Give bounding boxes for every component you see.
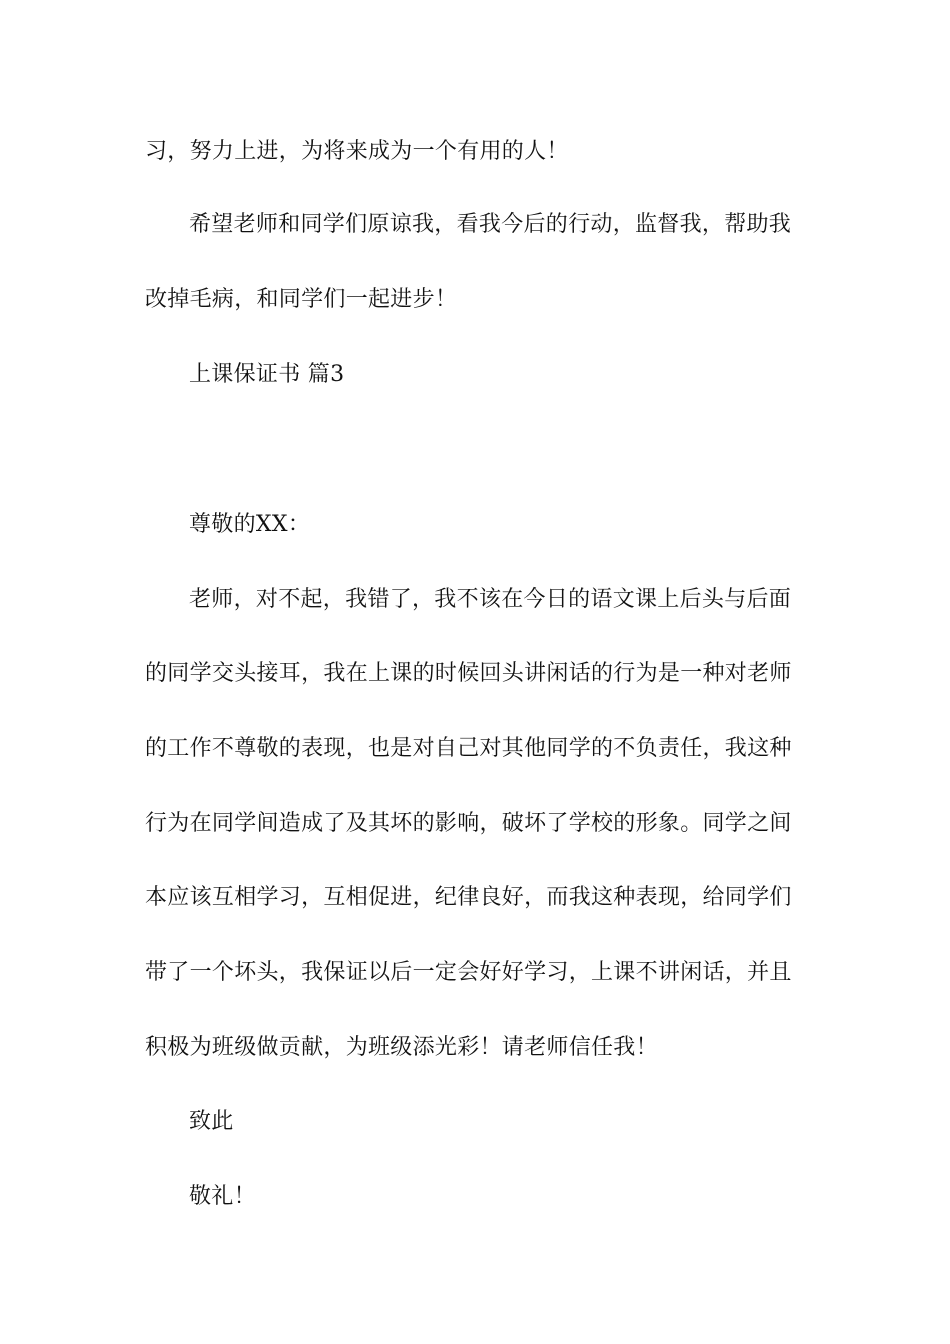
paragraph-line-continuation: 习，努力上进，为将来成为一个有用的人！ [145, 139, 569, 164]
body-line-7: 积极为班级做贡献，为班级添光彩！请老师信任我！ [145, 1035, 658, 1060]
body-line-1: 老师，对不起，我错了，我不该在今日的语文课上后头与后面 [189, 587, 792, 612]
body-line-6: 带了一个坏头，我保证以后一定会好好学习，上课不讲闲话，并且 [145, 960, 792, 985]
body-line-5: 本应该互相学习，互相促进，纪律良好，而我这种表现，给同学们 [145, 885, 792, 910]
closing-line-1: 致此 [189, 1109, 234, 1134]
body-line-4: 行为在同学间造成了及其坏的影响，破坏了学校的形象。同学之间 [145, 811, 792, 836]
paragraph-line-hope-start: 希望老师和同学们原谅我，看我今后的行动，监督我，帮助我 [189, 212, 792, 237]
letter-salutation: 尊敬的XX： [189, 512, 311, 537]
closing-line-2: 敬礼！ [189, 1184, 256, 1209]
section-heading: 上课保证书 篇3 [189, 362, 345, 387]
paragraph-line-hope-end: 改掉毛病，和同学们一起进步！ [145, 287, 458, 312]
body-line-2: 的同学交头接耳，我在上课的时候回头讲闲话的行为是一种对老师 [145, 661, 792, 686]
body-line-3: 的工作不尊敬的表现，也是对自己对其他同学的不负责任，我这种 [145, 736, 792, 761]
